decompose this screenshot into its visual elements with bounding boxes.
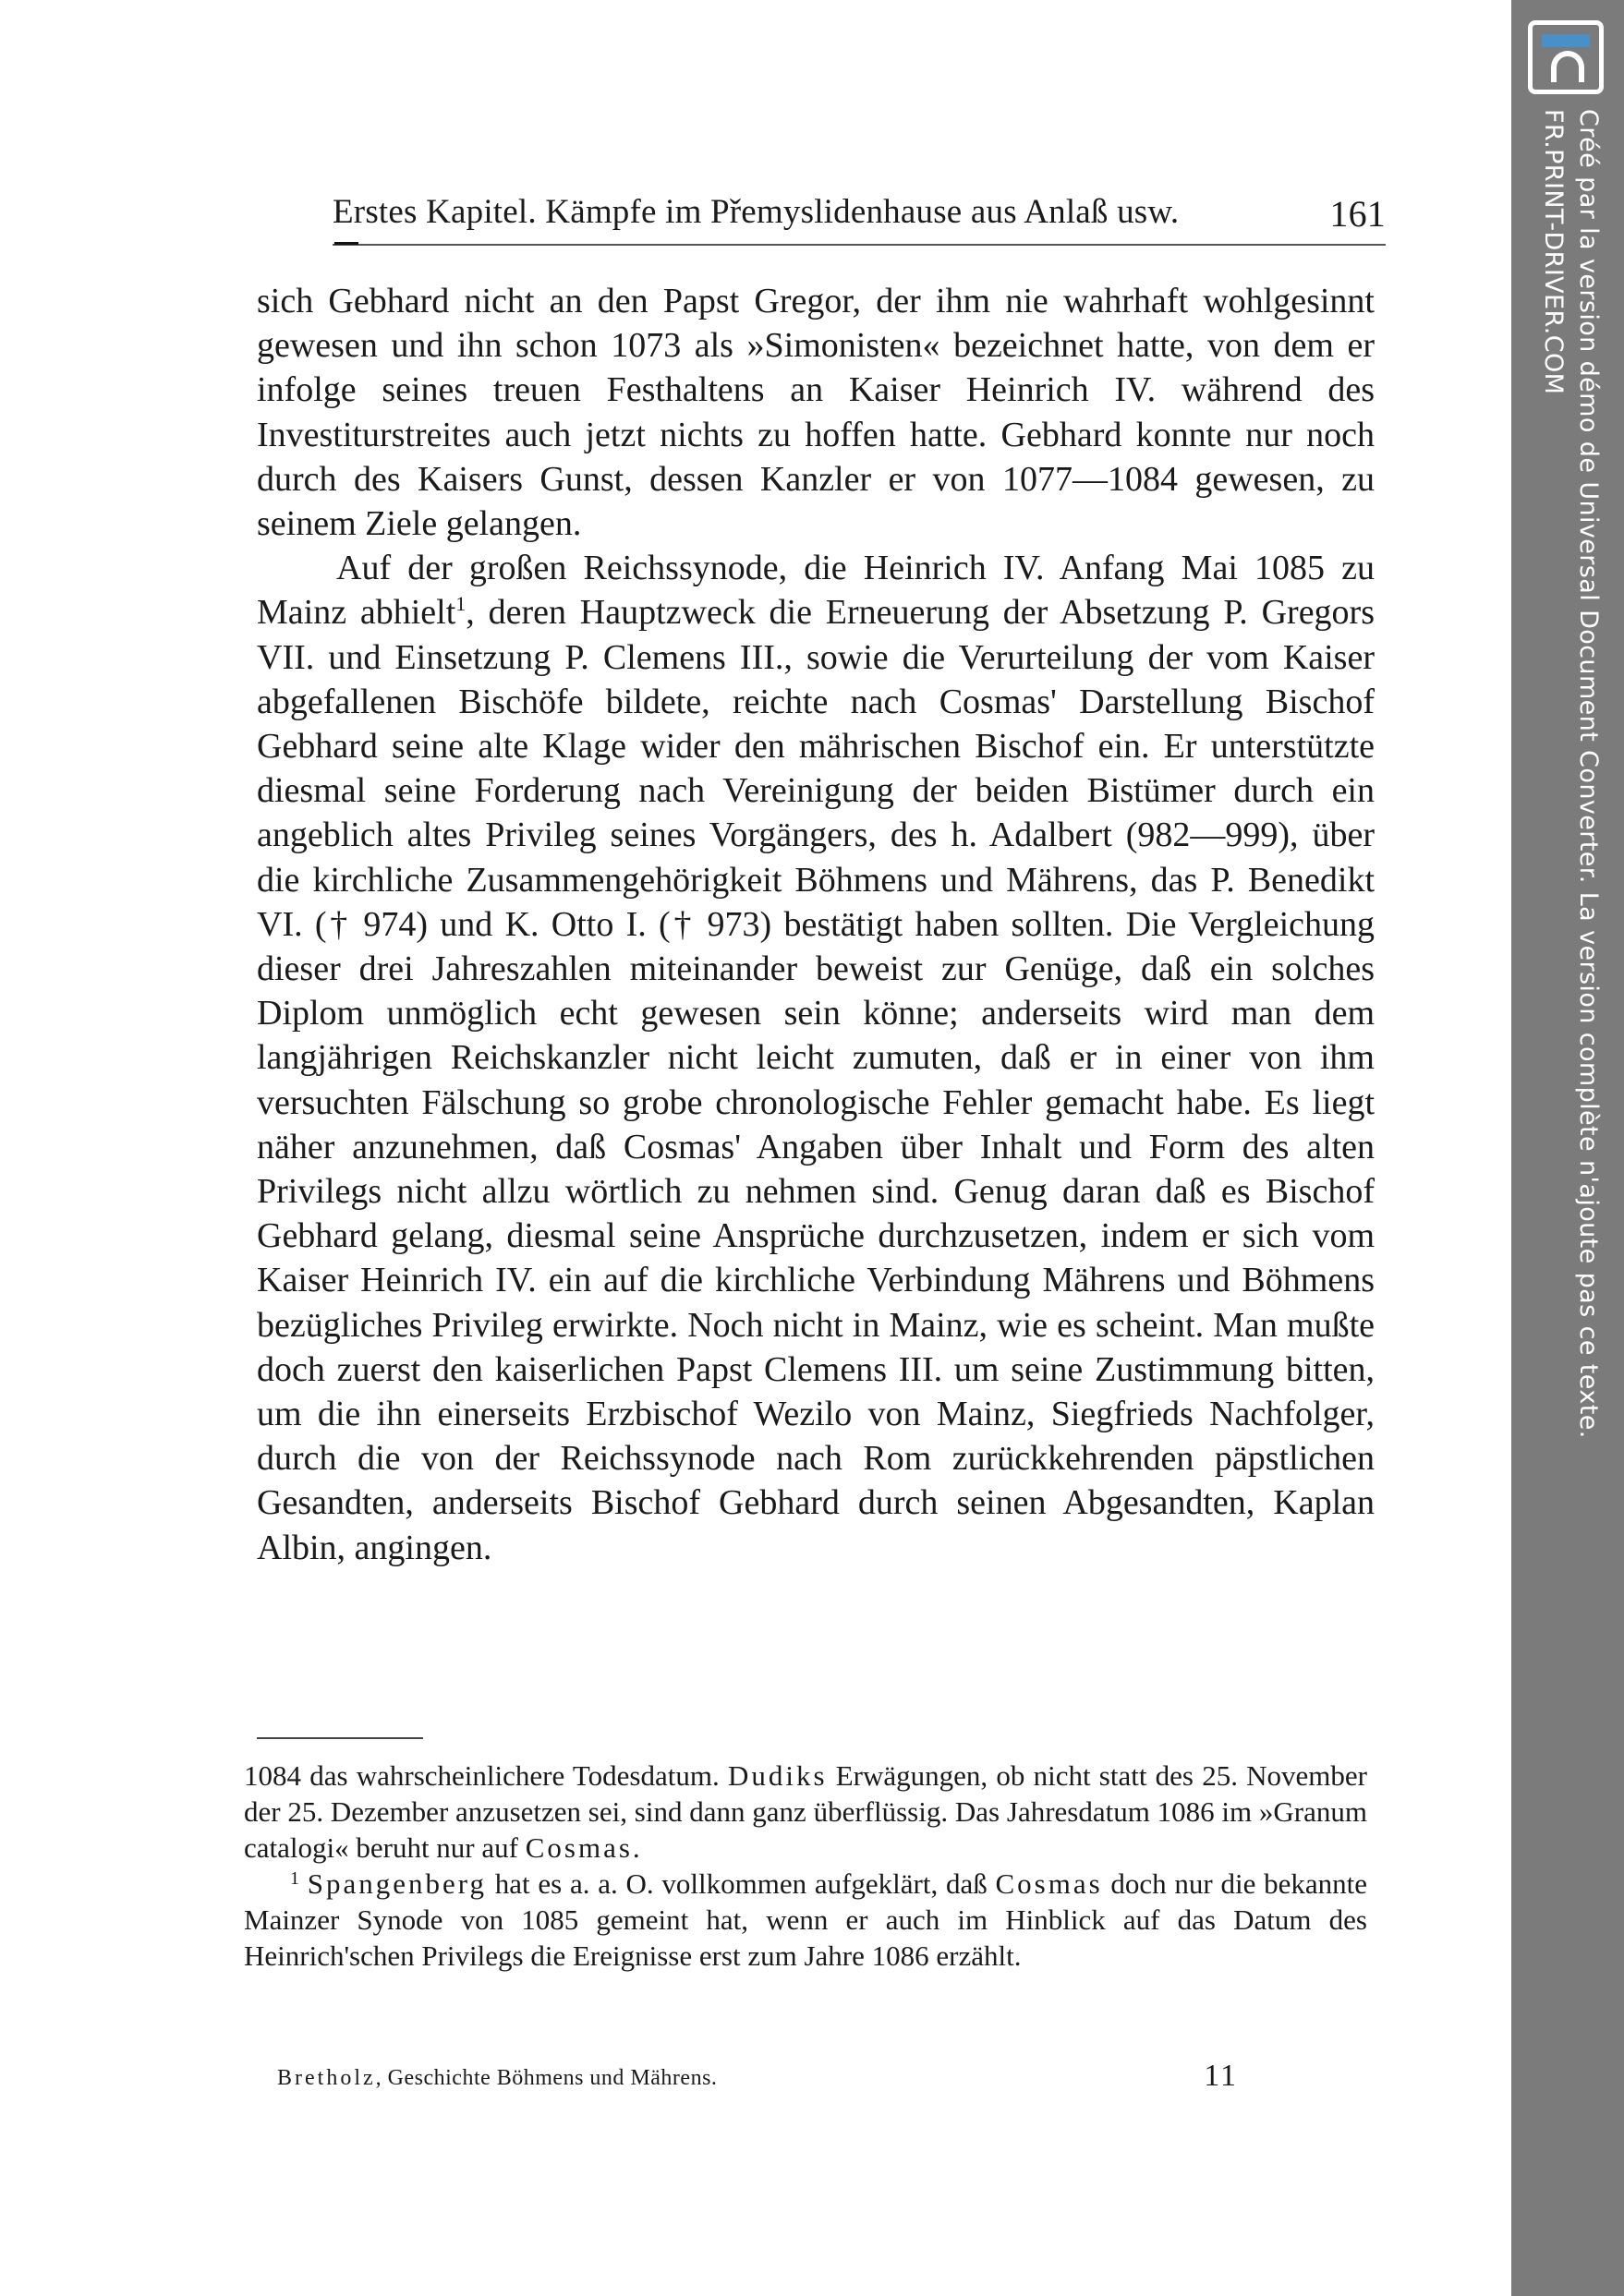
- header-rule: [333, 244, 1386, 246]
- paragraph-1: sich Gebhard nicht an den Papst Gregor, der ihm nie wahrhaft wohlgesinnt gewesen und ihn schon 1073 als »Simonisten« bezeichnet hatte, von dem er infolge seines treuen Festhaltens an Kaiser Heinrich IV. während des Investiturstreites auch jetzt nichts zu hoffen hatte. Gebhard konnte nur noch durch des Kaisers Gunst, dessen Kanzler er von 1077—1084 gewesen, zu seinem Ziele gelangen.: [257, 282, 1375, 544]
- footnote-reference: 1: [455, 592, 467, 616]
- footnote-1-text-1: hat es a. a. O. vollkommen aufgeklärt, daß: [494, 1867, 988, 1900]
- signature-author: Bretholz: [277, 2066, 376, 2090]
- converter-logo-icon: [1528, 20, 1604, 94]
- watermark-link[interactable]: FR.PRINT-DRIVER.COM: [1539, 109, 1568, 395]
- paragraph-2-text-after: , deren Hauptzweck die Erneuerung der Absetzung P. Gregors VII. und Einsetzung P. Clemens III., sowie die Verurteilung der vom Kaiser abgefallenen Bischöfe bildete, reichte nach Cosmas' Darstellung Bischof Gebhard seine alte Klage wider den mährischen Bischof ein. Er unterstützte diesmal seine Forderung nach Vereinigung der beiden Bistümer durch ein angeblich altes Privileg seines Vorgängers, des h. Adalbert (982—999), über die kirchliche Zusammengehörigkeit Böhmens und Mährens, das P. Benedikt VI. († 974) und K. Otto I. († 973) bestätigt haben sollten. Die Vergleichung dieser drei Jahreszahlen miteinander beweist zur Genüge, daß ein solches Diplom unmöglich echt gewesen sein könne; anderseits wird man dem langjährigen Reichskanzler nicht leicht zumuten, daß er in einer von ihm versuchten Fälschung so grobe chronologische Fehler gemacht habe. Es liegt näher anzunehmen, daß Cosmas' Angaben über Inhalt und Form des alten Privilegs nicht allzu wörtlich zu nehmen sind. Genug daran daß es Bischof Gebhard gelang, diesmal seine Ansprüche durchzusetzen, indem er sich vom Kaiser Heinrich IV. ein auf die kirchliche Verbindung Mährens und Böhmens bezügliches Privileg erwirkte. Noch nicht in Mainz, wie es scheint. Man mußte doch zuerst den kaiserlichen Papst Clemens III. um seine Zustimmung bitten, um die ihn einerseits Erzbischof Wezilo von Mainz, Siegfrieds Nachfolger, durch die von der Reichssynode nach Rom zurückkehrenden päpstlichen Gesandten, anderseits Bischof Gebhard durch seinen Abgesandten, Kaplan Albin, angingen.: [257, 593, 1375, 1567]
- watermark-text: Créé par la version démo de Universal Document Converter. La version complète n'ajoute pas ce texte.: [1574, 109, 1603, 1439]
- footnote-marker: 1: [290, 1868, 299, 1889]
- printer-signature: [277, 2060, 1238, 2097]
- body-text: [257, 279, 1375, 1570]
- footnote-1: [244, 1866, 1367, 1974]
- paragraph-2-text-before: Auf der großen Reichssynode, die Heinrich IV. Anfang Mai 1085 zu Mainz abhielt: [257, 549, 1375, 633]
- footnotes: [244, 1758, 1367, 1974]
- signature-sheet-number: 11: [1204, 2059, 1238, 2093]
- header-mark: [334, 242, 358, 245]
- page-number: 161: [1329, 193, 1386, 235]
- signature-title: , Geschichte Böhmens und Mährens.: [375, 2066, 718, 2090]
- footnote-continued-text-3: .: [632, 1831, 640, 1864]
- footnote-continued-text-2: Erwägungen, ob nicht statt des 25. November der 25. Dezember anzusetzen sei, sind dann ganz überflüssig. Das Jahresdatum 1086 im »Granum catalogi« beruht nur auf: [244, 1759, 1368, 1864]
- footnote-author-name: Cosmas: [525, 1831, 633, 1864]
- footnote-author-name: Cosmas: [995, 1867, 1103, 1900]
- footnote-1-text-2: doch nur die bekannte Mainzer Synode von 1085 gemeint hat, wenn er auch im Hinblick auf das Datum des Heinrich'schen Privilegs die Ereignisse erst zum Jahre 1086 erzählt.: [244, 1867, 1368, 1972]
- logo-arch: [1551, 51, 1584, 82]
- footnote-author-name: Spangenberg: [307, 1867, 488, 1900]
- watermark-side-panel: [1511, 0, 1624, 2296]
- footnote-continued: [244, 1758, 1367, 1866]
- logo-bar: [1542, 34, 1590, 47]
- footnote-author-name: Dudiks: [727, 1759, 828, 1792]
- footnote-rule: [257, 1737, 423, 1739]
- footnote-continued-text-1: 1084 das wahrscheinlichere Todesdatum.: [244, 1759, 720, 1792]
- running-header-title: Erstes Kapitel. Kämpfe im Přemyslidenhause aus Anlaß usw.: [333, 193, 1180, 231]
- paragraph-2: [257, 546, 1375, 1570]
